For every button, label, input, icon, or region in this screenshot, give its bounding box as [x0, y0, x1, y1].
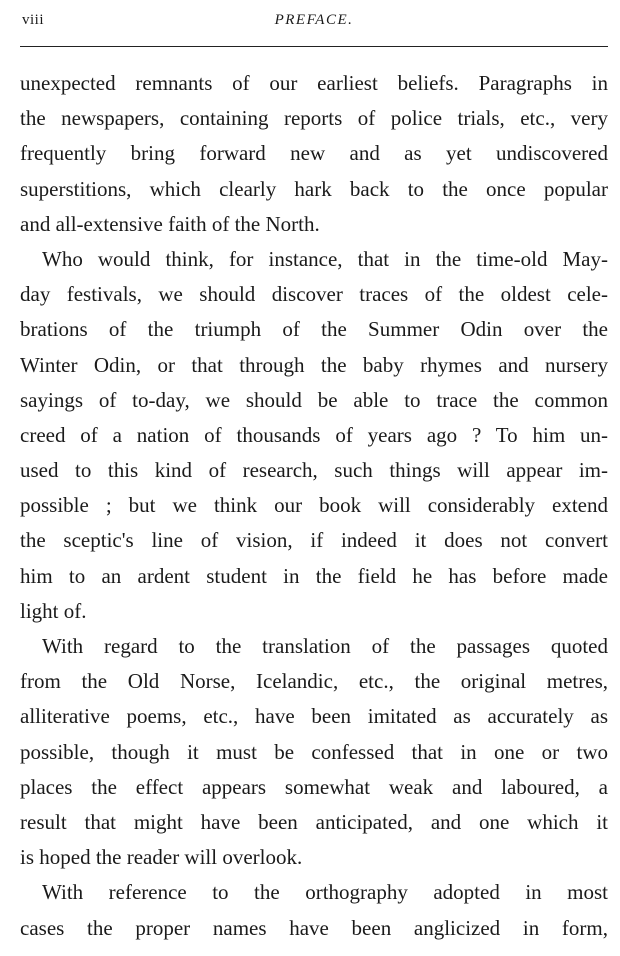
text-line: frequently bring forward new and as yet undiscovered — [20, 141, 608, 166]
text-line: creed of a nation of thousands of years ago ? To him un- — [20, 422, 608, 447]
text-line: light of. — [20, 598, 87, 623]
text-line: is hoped the reader will overlook. — [20, 845, 303, 870]
text-line: Winter Odin, or that through the baby rhymes and nursery — [20, 352, 608, 377]
running-title: PREFACE. — [274, 12, 354, 28]
paragraph — [20, 66, 608, 242]
paragraph — [20, 629, 608, 875]
page-number: viii — [22, 12, 45, 28]
text-line: alliterative poems, etc., have been imitated as accurately as — [20, 704, 608, 729]
text-line: possible, though it must be confessed that in one or two — [20, 739, 608, 764]
text-line: possible ; but we think our book will considerably extend — [20, 493, 608, 518]
paragraph — [20, 242, 608, 629]
text-line: him to an ardent student in the field he has before made — [20, 563, 608, 588]
text-line: cases the proper names have been anglicized in form, — [20, 915, 608, 940]
text-line: Who would think, for instance, that in the time-old May- — [42, 246, 608, 271]
page-header — [22, 8, 606, 38]
text-line: With regard to the translation of the passages quoted — [42, 634, 608, 658]
text-line: unexpected remnants of our earliest beliefs. Paragraphs in — [20, 71, 608, 95]
paragraph — [20, 875, 608, 945]
text-line: the sceptic's line of vision, if indeed it does not convert — [20, 528, 608, 553]
body-text — [20, 66, 608, 946]
text-line: With reference to the orthography adopted in most — [42, 880, 608, 905]
text-line: used to this kind of research, such things will appear im- — [20, 458, 608, 483]
text-line: the newspapers, containing reports of police trials, etc., very — [20, 106, 608, 131]
header-rule — [20, 46, 608, 47]
text-line: superstitions, which clearly hark back to the once popular — [20, 176, 608, 201]
text-line: from the Old Norse, Icelandic, etc., the original metres, — [20, 669, 608, 694]
text-line: result that might have been anticipated, and one which it — [20, 809, 608, 834]
text-line: places the effect appears somewhat weak and laboured, a — [20, 774, 608, 799]
text-line: sayings of to-day, we should be able to trace the common — [20, 387, 608, 412]
text-line: and all-extensive faith of the North. — [20, 211, 320, 236]
text-line: day festivals, we should discover traces of the oldest cele- — [20, 282, 608, 307]
text-line: brations of the triumph of the Summer Odin over the — [20, 317, 608, 342]
